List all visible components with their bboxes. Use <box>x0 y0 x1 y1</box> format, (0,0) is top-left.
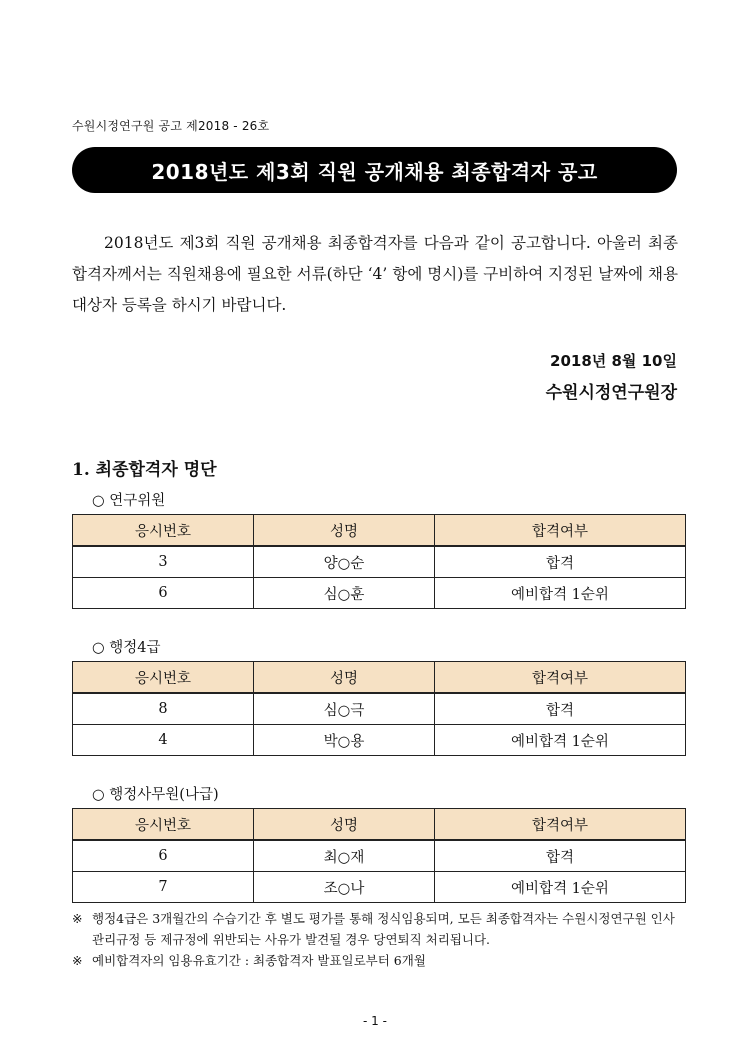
table-header-row <box>73 515 686 547</box>
cell-result: 예비합격 1순위 <box>435 578 686 609</box>
note-mark: ※ <box>72 953 83 968</box>
page-number: - 1 - <box>363 1014 387 1028</box>
header-exam-number: 응시번호 <box>73 662 254 694</box>
header-name: 성명 <box>254 809 435 841</box>
intro-text: 2018년도 제3회 직원 공개채용 최종합격자를 다음과 같이 공고합니다. 아울러 최종합격자께서는 직원채용에 필요한 서류(하단 ‘4’ 항에 명시)를 구비하여 지정된 날짜에 채용대상자 등록을 하시기 바랍니다. <box>72 234 678 314</box>
notice-number: 수원시정연구원 공고 제2018 - 26호 <box>72 119 270 133</box>
table-row <box>73 693 686 725</box>
signer: 수원시정연구원장 <box>545 383 677 403</box>
table-header-row <box>73 662 686 694</box>
note-item <box>72 908 684 950</box>
cell-result: 예비합격 1순위 <box>435 725 686 756</box>
cell-exam-number: 8 <box>73 693 254 725</box>
intro-paragraph <box>72 228 678 321</box>
cell-exam-number: 6 <box>73 578 254 609</box>
group-label-research-fellow: ○ 연구위원 <box>92 493 166 509</box>
header-result: 합격여부 <box>435 809 686 841</box>
cell-name: 최○재 <box>254 840 435 872</box>
group-label-admin-grade4: ○ 행정4급 <box>92 640 161 656</box>
cell-name: 양○순 <box>254 546 435 578</box>
table-row <box>73 546 686 578</box>
note-text: 행정4급은 3개월간의 수습기간 후 별도 평가를 통해 정식임용되며, 모든 최종합격자는 수원시정연구원 인사관리규정 등 제규정에 위반되는 사유가 발견될 경우 당연퇴직 처리됩니다. <box>92 911 675 947</box>
page-title: 2018년도 제3회 직원 공개채용 최종합격자 공고 <box>72 147 677 193</box>
table-row <box>73 872 686 903</box>
header-name: 성명 <box>254 662 435 694</box>
cell-result: 합격 <box>435 546 686 578</box>
note-mark: ※ <box>72 911 83 926</box>
results-table-admin-grade4 <box>72 661 686 756</box>
notes <box>72 908 684 971</box>
cell-exam-number: 7 <box>73 872 254 903</box>
table-row <box>73 578 686 609</box>
announcement-date: 2018년 8월 10일 <box>550 352 677 370</box>
cell-name: 박○용 <box>254 725 435 756</box>
note-text: 예비합격자의 임용유효기간 : 최종합격자 발표일로부터 6개월 <box>92 953 426 968</box>
header-exam-number: 응시번호 <box>73 515 254 547</box>
cell-name: 조○나 <box>254 872 435 903</box>
table-row <box>73 725 686 756</box>
header-exam-number: 응시번호 <box>73 809 254 841</box>
cell-result: 합격 <box>435 840 686 872</box>
cell-exam-number: 3 <box>73 546 254 578</box>
header-result: 합격여부 <box>435 515 686 547</box>
header-name: 성명 <box>254 515 435 547</box>
results-table-research-fellow <box>72 514 686 609</box>
cell-exam-number: 4 <box>73 725 254 756</box>
table-row <box>73 840 686 872</box>
table-header-row <box>73 809 686 841</box>
cell-name: 심○극 <box>254 693 435 725</box>
header-result: 합격여부 <box>435 662 686 694</box>
note-item <box>72 950 684 971</box>
cell-name: 심○훈 <box>254 578 435 609</box>
cell-result: 합격 <box>435 693 686 725</box>
section-title: 1. 최종합격자 명단 <box>72 460 217 480</box>
results-table-admin-clerk <box>72 808 686 903</box>
group-label-admin-clerk: ○ 행정사무원(나급) <box>92 787 219 803</box>
cell-exam-number: 6 <box>73 840 254 872</box>
cell-result: 예비합격 1순위 <box>435 872 686 903</box>
